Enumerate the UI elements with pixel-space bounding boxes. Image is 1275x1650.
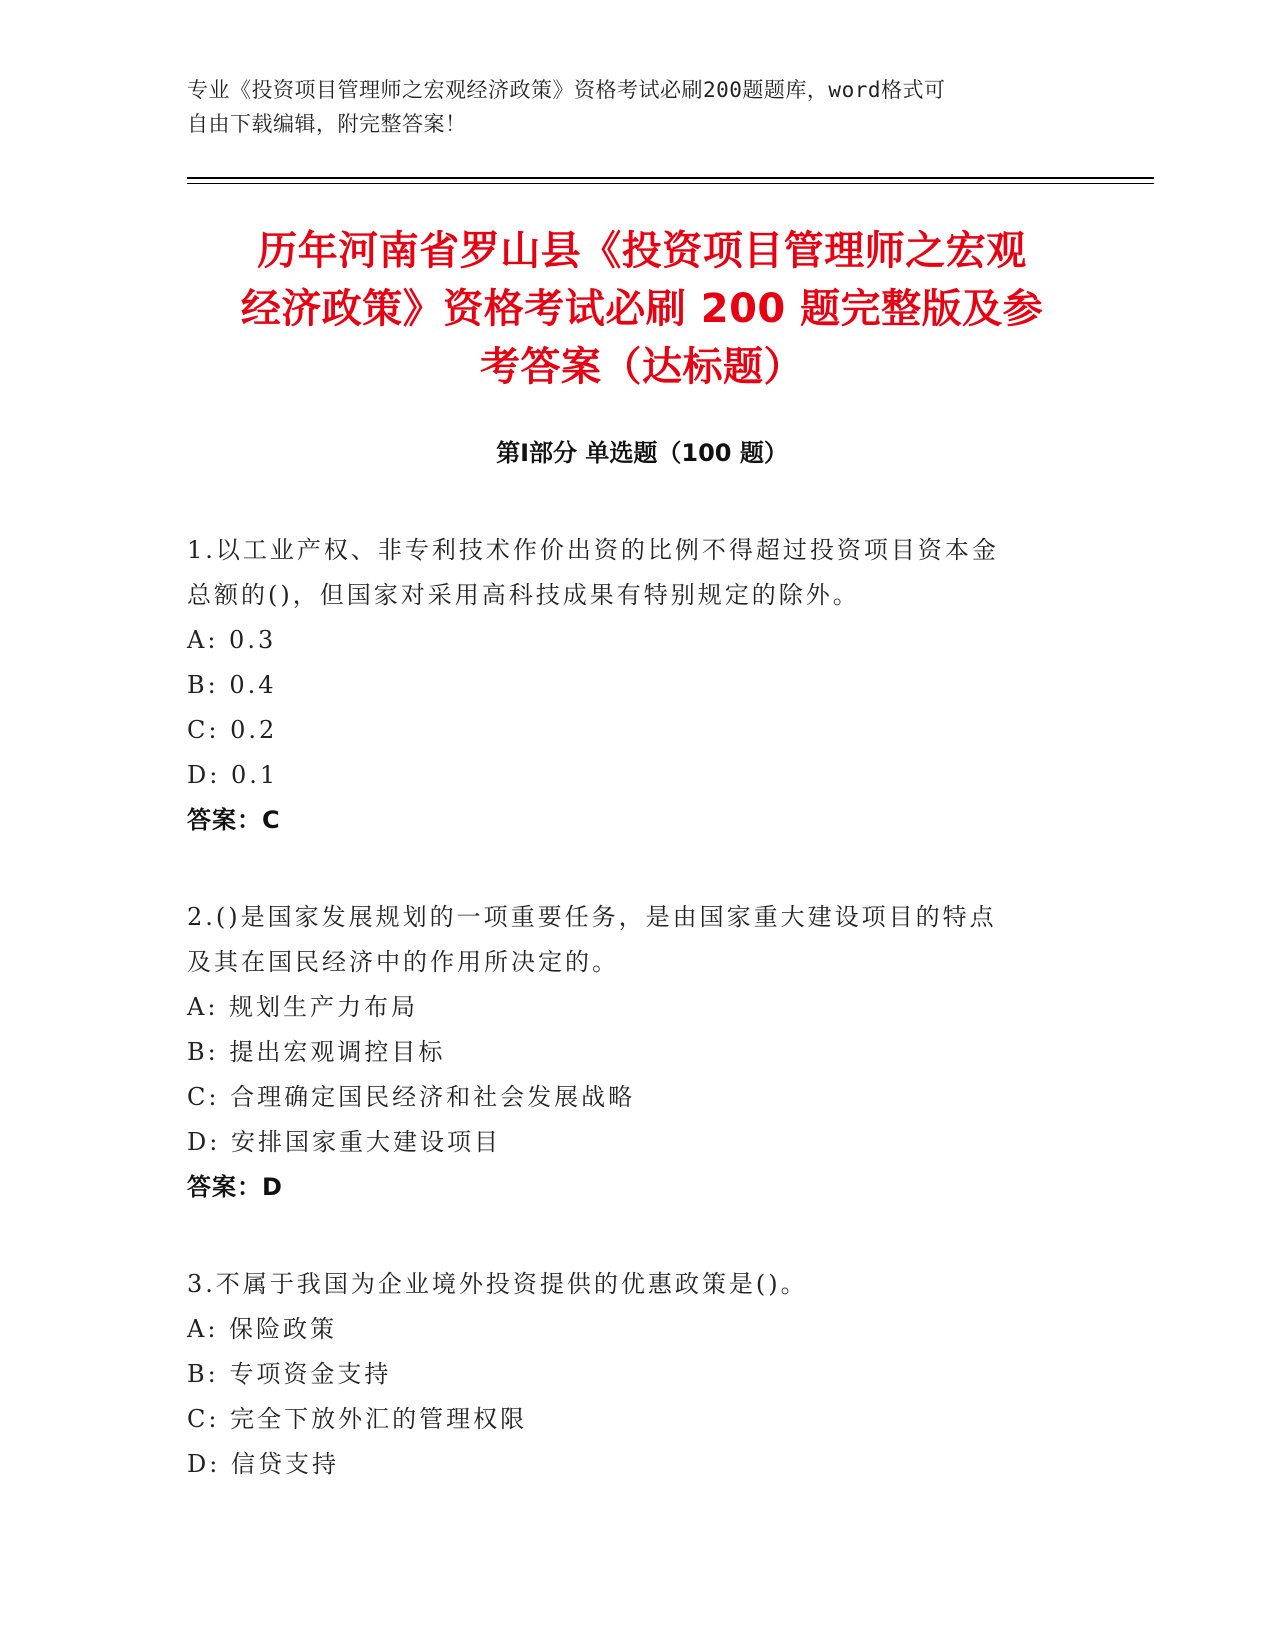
question-list <box>187 528 1077 1539</box>
option-d: D: 安排国家重大建设项目 <box>187 1128 501 1156</box>
title-line: 历年河南省罗山县《投资项目管理师之宏观 <box>257 228 1027 274</box>
option-a: A: 0.3 <box>187 626 277 654</box>
question-stem: 总额的()，但国家对采用高科技成果有特别规定的除外。 <box>187 581 860 609</box>
question-2 <box>187 895 1077 1210</box>
title-line: 考答案（达标题） <box>480 344 804 390</box>
option-c: C: 完全下放外汇的管理权限 <box>187 1405 528 1433</box>
answer-label: 答案：C <box>187 806 281 834</box>
question-stem: 2.()是国家发展规划的一项重要任务，是由国家重大建设项目的特点 <box>187 903 997 931</box>
header-note-line: 自由下载编辑，附完整答案！ <box>187 112 467 136</box>
option-a: A: 保险政策 <box>187 1315 338 1343</box>
question-3 <box>187 1262 1077 1487</box>
question-1 <box>187 528 1077 843</box>
question-stem: 3.不属于我国为企业境外投资提供的优惠政策是()。 <box>187 1270 808 1298</box>
header-note <box>187 73 1087 141</box>
option-b: B: 0.4 <box>187 671 277 699</box>
header-divider <box>187 177 1154 179</box>
header-divider-thin <box>187 183 1154 184</box>
option-d: D: 信贷支持 <box>187 1450 339 1478</box>
document-title <box>187 222 1097 396</box>
title-line: 经济政策》资格考试必刷 200 题完整版及参 <box>240 286 1044 332</box>
question-stem: 及其在国民经济中的作用所决定的。 <box>187 948 619 976</box>
section-heading: 第Ⅰ部分 单选题（100 题） <box>496 439 788 467</box>
option-c: C: 合理确定国民经济和社会发展战略 <box>187 1083 636 1111</box>
option-c: C: 0.2 <box>187 716 278 744</box>
answer-label: 答案：D <box>187 1173 283 1201</box>
header-note-line: 专业《投资项目管理师之宏观经济政策》资格考试必刷200题题库，word格式可 <box>187 78 946 102</box>
question-stem: 1.以工业产权、非专利技术作价出资的比例不得超过投资项目资本金 <box>187 536 999 564</box>
option-d: D: 0.1 <box>187 761 279 789</box>
option-a: A: 规划生产力布局 <box>187 993 419 1021</box>
option-b: B: 提出宏观调控目标 <box>187 1038 446 1066</box>
option-b: B: 专项资金支持 <box>187 1360 392 1388</box>
